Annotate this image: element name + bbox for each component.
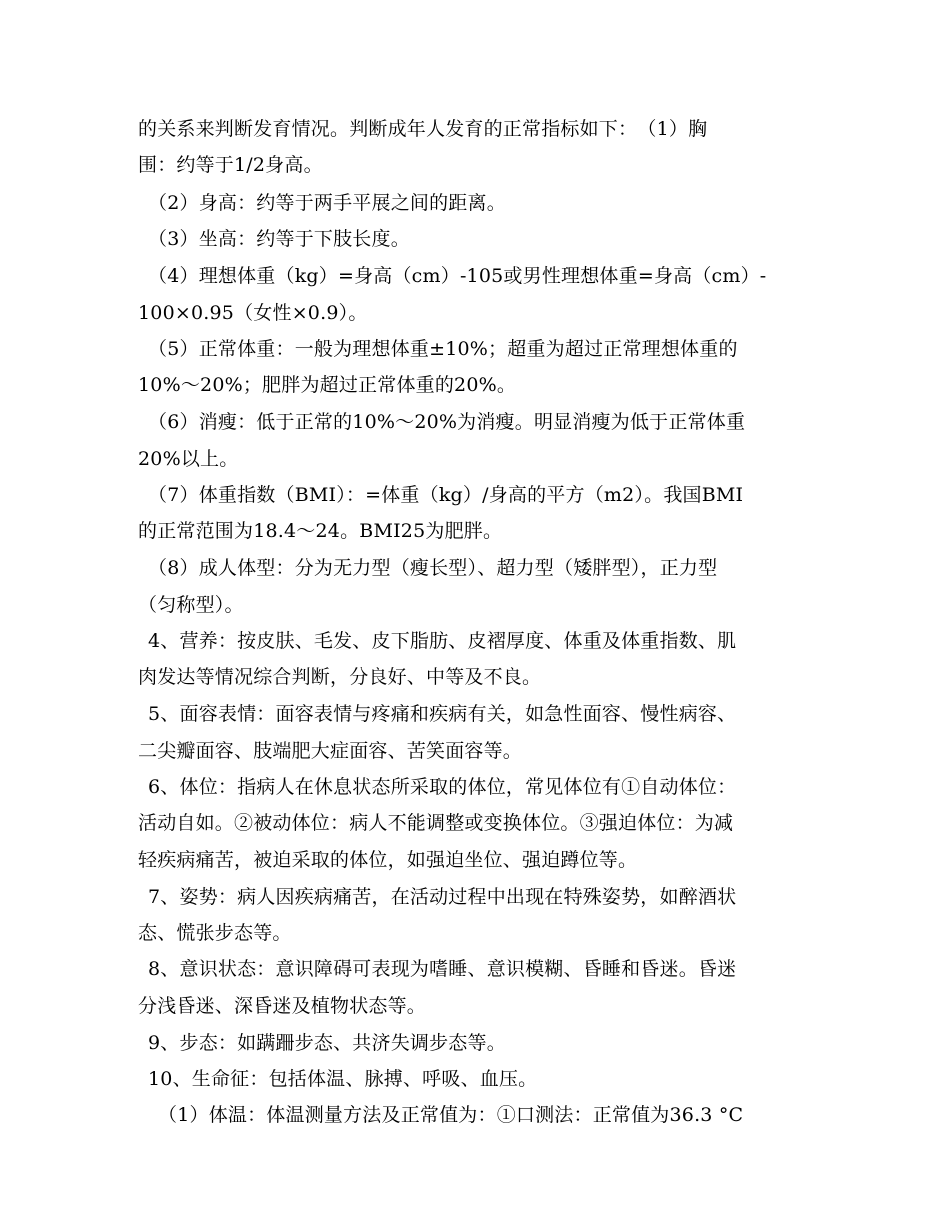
text-line: 肉发达等情况综合判断，分良好、中等及不良。: [138, 666, 542, 688]
text-line: （6）消瘦：低于正常的10%～20%为消瘦。明显消瘦为低于正常体重: [148, 411, 746, 433]
text-line: 的关系来判断发育情况。判断成年人发育的正常指标如下： （1）胸: [138, 118, 708, 140]
text-line: 5、面容表情：面容表情与疼痛和疾病有关，如急性面容、慢性病容、: [148, 703, 737, 725]
text-line: （8）成人体型：分为无力型（瘦长型）、超力型（矮胖型），正力型: [148, 557, 718, 579]
text-line: 活动自如。②被动体位：病人不能调整或变换体位。③强迫体位：为减: [138, 812, 734, 834]
text-line: （7）体重指数（BMI）：=体重（kg）/身高的平方（m2）。我国BMI: [148, 484, 744, 506]
text-line: （5）正常体重：一般为理想体重±10%；超重为超过正常理想体重的: [148, 338, 738, 360]
text-line: （2）身高：约等于两手平展之间的距离。: [148, 192, 506, 214]
text-line: 10%～20%；肥胖为超过正常体重的20%。: [138, 374, 517, 396]
text-line: 4、营养：按皮肤、毛发、皮下脂肪、皮褶厚度、体重及体重指数、肌: [148, 630, 737, 652]
text-line: （3）坐高：约等于下肢长度。: [148, 228, 410, 250]
text-line: 10、生命征：包括体温、脉搏、呼吸、血压。: [148, 1068, 538, 1090]
text-line: （4）理想体重（kg）=身高（cm）-105或男性理想体重=身高（cm）-: [148, 265, 767, 287]
text-line: 9、步态：如蹒跚步态、共济失调步态等。: [148, 1032, 506, 1054]
text-line: 分浅昏迷、深昏迷及植物状态等。: [138, 995, 427, 1017]
text-line: 8、意识状态：意识障碍可表现为嗜睡、意识模糊、昏睡和昏迷。昏迷: [148, 958, 737, 980]
text-line: 二尖瓣面容、肢端肥大症面容、苦笑面容等。: [138, 740, 523, 762]
text-line: 6、体位：指病人在休息状态所采取的体位，常见体位有①自动体位：: [148, 776, 737, 798]
text-line: 的正常范围为18.4～24。BMI25为肥胖。: [138, 520, 503, 542]
text-line: 态、慌张步态等。: [138, 922, 292, 944]
text-line: 20%以上。: [138, 448, 239, 470]
text-line: 100×0.95（女性×0.9）。: [138, 302, 368, 324]
text-line: 轻疾病痛苦，被迫采取的体位，如强迫坐位、强迫蹲位等。: [138, 849, 638, 871]
text-line: 围：约等于1/2身高。: [138, 154, 323, 176]
text-line: 7、姿势：病人因疾病痛苦，在活动过程中出现在特殊姿势，如醉酒状: [148, 886, 737, 908]
text-line: （匀称型）。: [138, 594, 244, 616]
text-line: （1）体温：体温测量方法及正常值为：①口测法：正常值为36.3 °C: [158, 1104, 744, 1126]
